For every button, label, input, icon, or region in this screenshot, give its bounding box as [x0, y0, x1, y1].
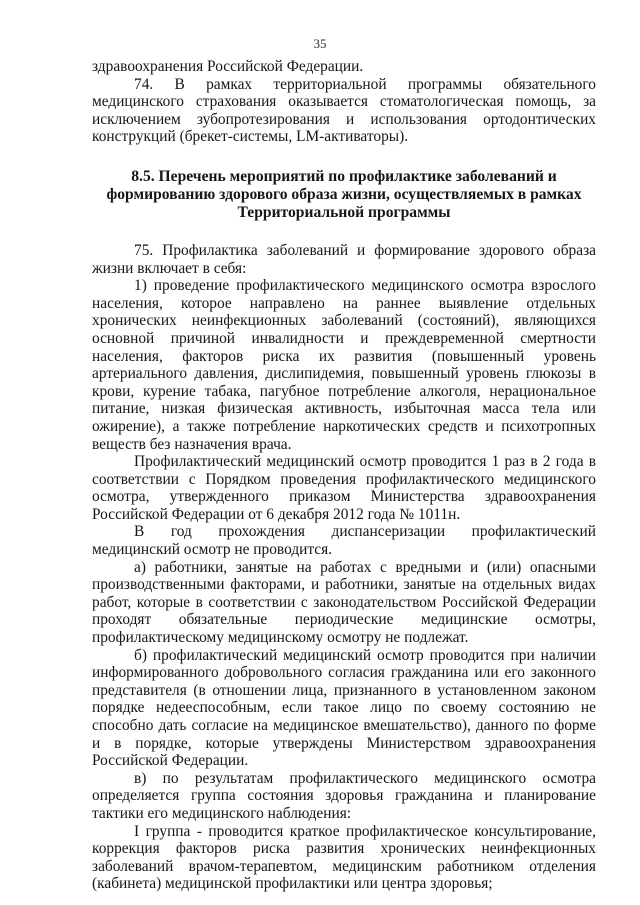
paragraph-subitem-a: а) работники, занятые на работах с вредными и (или) опасными производственными факторами, и работники, занятые на отдельных видах работ, которые в соответствии с законодательством Российской Федерации проходят обязательные периодические медицинские осмотры, профилактическому медицинскому осмотру не подлежат. [92, 558, 596, 647]
paragraph-subitem-1: 1) проведение профилактического медицинского осмотра взрослого населения, которое направлено на раннее выявление отдельных хронических неинфекционных заболеваний (состояний), являющихся основной причиной инвалидности и преждевременной смертности населения, факторов риска их развития (повышенный уровень артериального давления, дислипидемия, повышенный уровень глюкозы в крови, курение табака, пагубное потребление алкоголя, нерациональное питание, низкая физическая активность, избыточная масса тела или ожирение), а также потребление наркотических средств и психотропных веществ без назначения врача. [92, 277, 596, 453]
section-heading-line-2: формированию здорового образа жизни, осуществляемых в рамках [106, 185, 582, 203]
page-number: 35 [313, 36, 327, 51]
paragraph-subitem-b: б) профилактический медицинский осмотр проводится при наличии информированного добровольного согласия гражданина или его законного представителя (в отношении лица, признанного в установленном законом порядке недееспособным, если такое лицо по своему состоянию не способно дать согласие на медицинское вмешательство), данного по форме и в порядке, которые утверждены Министерством здравоохранения Российской Федерации. [92, 646, 596, 770]
paragraph-item-74: 74. В рамках территориальной программы обязательного медицинского страхования оказывается стоматологическая помощь, за исключением зубопротезирования и использования ортодонтических конструкций (брекет-системы, LM-активаторы). [92, 75, 596, 146]
paragraph-dispensary-year: В год прохождения диспансеризации профилактический медицинский осмотр не проводится. [92, 523, 596, 559]
section-heading-line-3: Территориальной программы [237, 203, 451, 221]
paragraph-frequency: Профилактический медицинский осмотр проводится 1 раз в 2 года в соответствии с Порядком проведения профилактического медицинского осмотра, утвержденного приказом Министерства здравоохранения Российской Федерации от 6 декабря 2012 года № 1011н. [92, 453, 596, 523]
paragraph-item-75: 75. Профилактика заболеваний и формирование здорового образа жизни включает в себя: [92, 241, 596, 277]
paragraph-continuation: здравоохранения Российской Федерации. [92, 58, 364, 75]
paragraph-subitem-v: в) по результатам профилактического медицинского осмотра определяется группа состояния здоровья гражданина и планирование тактики его медицинского наблюдения: [92, 769, 596, 822]
section-heading-line-1: 8.5. Перечень мероприятий по профилактике заболеваний и [131, 167, 557, 185]
document-body [92, 58, 596, 893]
paragraph-group-1: I группа - проводится краткое профилактическое консультирование, коррекция факторов риска развития хронических неинфекционных заболеваний врачом-терапевтом, медицинским работником отделения (кабинета) медицинской профилактики или центра здоровья; [92, 822, 596, 893]
section-heading [92, 168, 596, 222]
